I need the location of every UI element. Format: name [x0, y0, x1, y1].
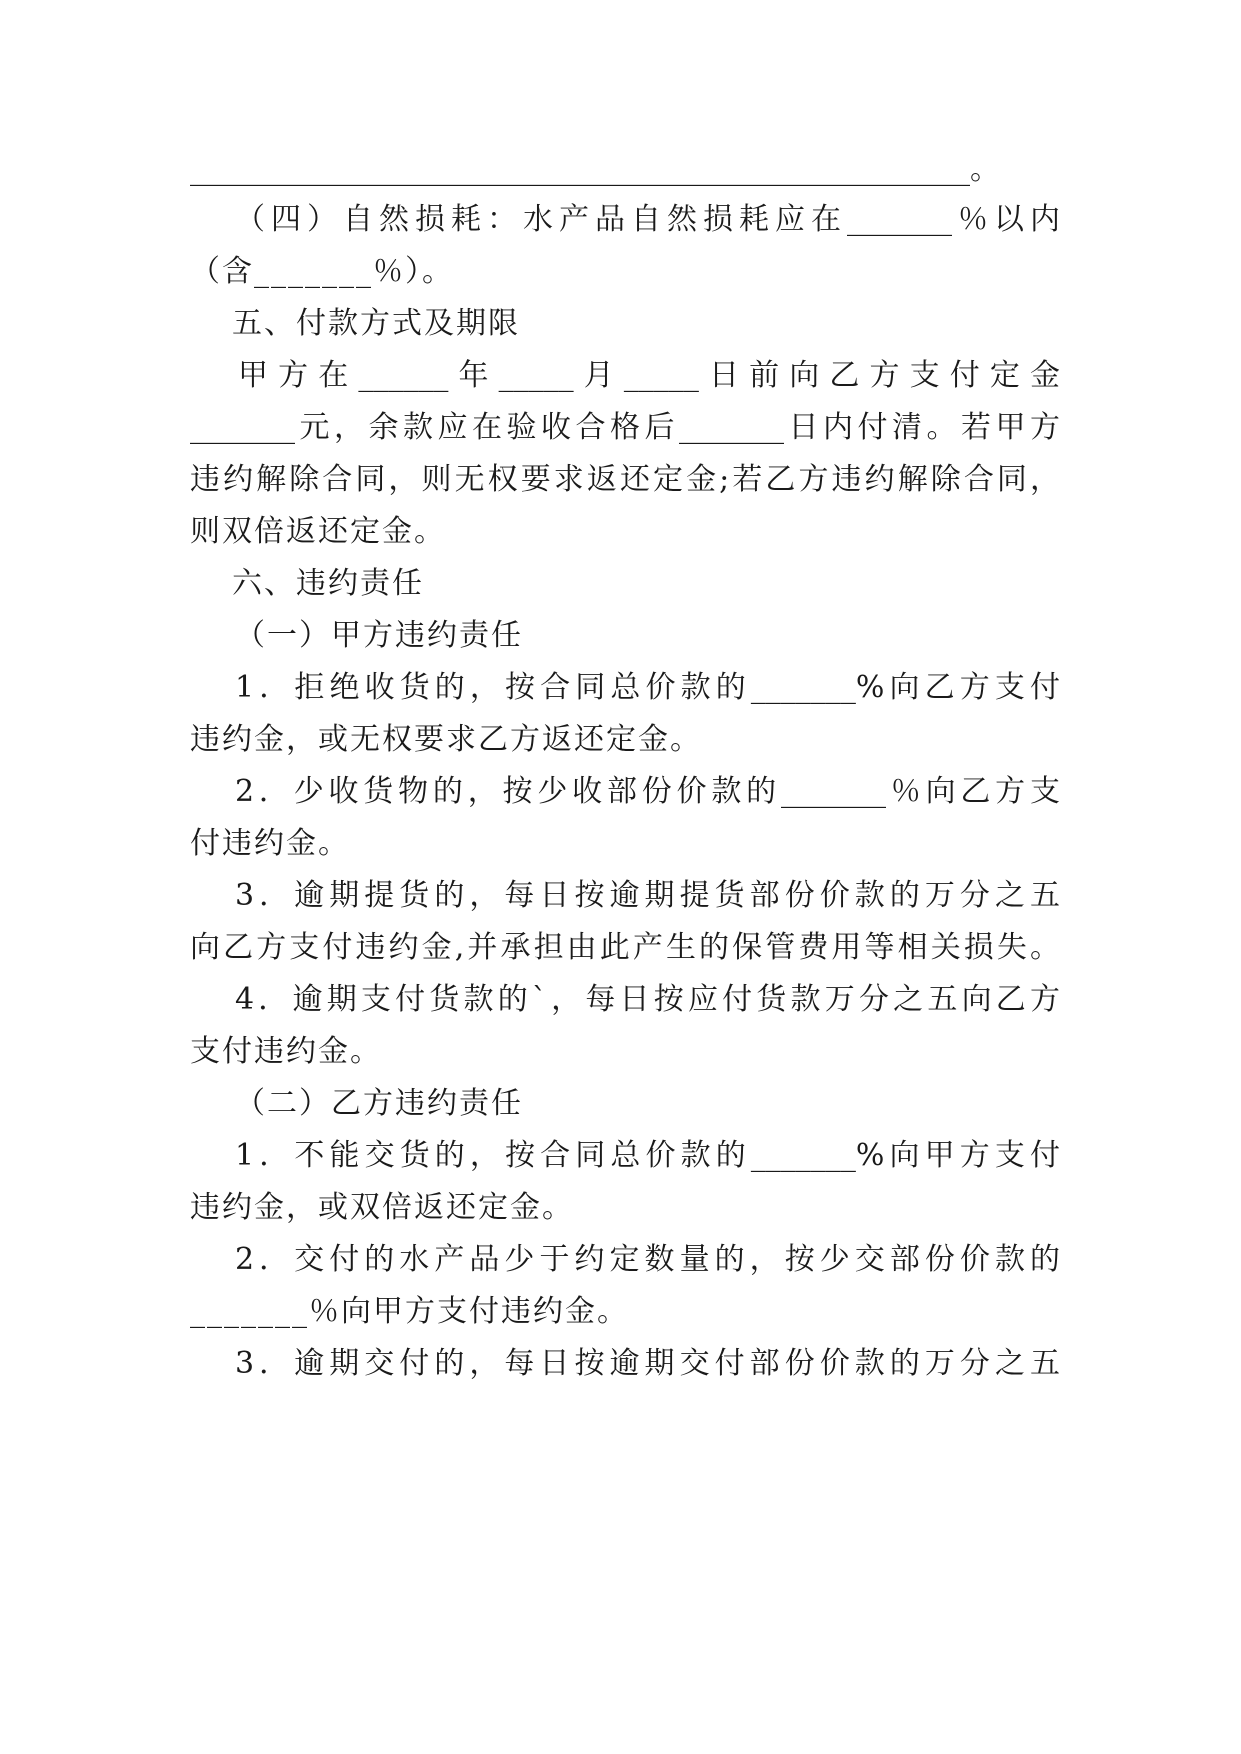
- party-a-item-4-line-1: 4．逾期支付货款的`，每日按应付货款万分之五向乙方: [235, 982, 1060, 1017]
- party-a-item-3-line-2: 向乙方支付违约金,并承担由此产生的保管费用等相关损失。: [190, 930, 1060, 965]
- subsection-2-heading: （二）乙方违约责任: [235, 1086, 523, 1121]
- party-b-item-1-line-1: 1．不能交货的，按合同总价款的_______%向甲方支付: [235, 1138, 1060, 1173]
- party-a-item-2-line-1: 2．少收货物的，按少收部份价款的_______％向乙方支: [235, 774, 1060, 809]
- party-a-item-4-line-2: 支付违约金。: [190, 1034, 382, 1069]
- party-b-item-1-line-2: 违约金，或双倍返还定金。: [190, 1190, 574, 1225]
- section-5-para-line-3: 违约解除合同，则无权要求返还定金;若乙方违约解除合同，: [190, 462, 1060, 497]
- clause-4-natural-loss: （四）自然损耗：水产品自然损耗应在_______％以内: [235, 202, 1060, 237]
- section-5-heading: 五、付款方式及期限: [232, 306, 520, 341]
- party-a-item-1-line-1: 1．拒绝收货的，按合同总价款的_______%向乙方支付: [235, 670, 1060, 705]
- party-a-item-2-line-2: 付违约金。: [190, 826, 350, 861]
- blank-line-end: ____________________________________________________。: [190, 152, 1000, 187]
- clause-4-natural-loss-cont: （含_______％）。: [190, 254, 454, 289]
- party-a-item-3-line-1: 3．逾期提货的，每日按逾期提货部份价款的万分之五: [235, 878, 1060, 913]
- party-b-item-2-line-2: _______％向甲方支付违约金。: [190, 1294, 629, 1329]
- party-b-item-3-line-1: 3．逾期交付的，每日按逾期交付部份价款的万分之五: [235, 1346, 1060, 1381]
- party-b-item-2-line-1: 2．交付的水产品少于约定数量的，按少交部份价款的: [235, 1242, 1060, 1277]
- subsection-1-heading: （一）甲方违约责任: [235, 618, 523, 653]
- section-6-heading: 六、违约责任: [232, 566, 424, 601]
- party-a-item-1-line-2: 违约金，或无权要求乙方返还定金。: [190, 722, 702, 757]
- section-5-para-line-2: _______元，余款应在验收合格后_______日内付清。若甲方: [190, 410, 1060, 445]
- section-5-para-line-1: 甲方在______年_____月_____日前向乙方支付定金: [238, 358, 1060, 393]
- section-5-para-line-4: 则双倍返还定金。: [190, 514, 446, 549]
